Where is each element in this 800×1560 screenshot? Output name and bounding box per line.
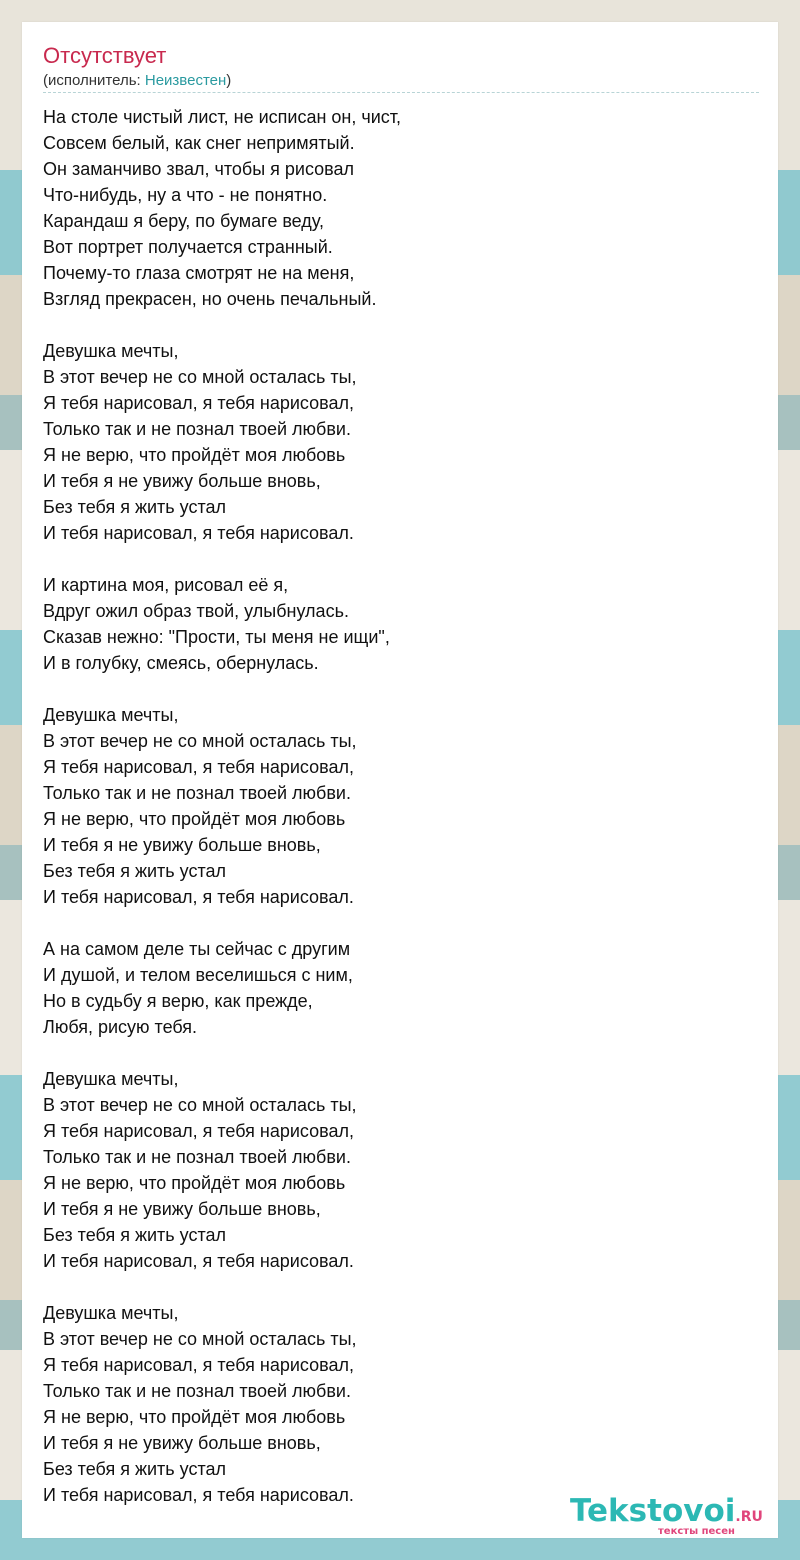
lyric-line: В этот вечер не со мной осталась ты,: [43, 1329, 357, 1349]
lyric-line: Без тебя я жить устал: [43, 861, 227, 881]
artist-prefix: (исполнитель:: [43, 72, 145, 89]
stanza-gap: [43, 1040, 401, 1066]
lyric-line: Девушка мечты,: [43, 341, 179, 361]
lyric-line: Девушка мечты,: [43, 705, 179, 725]
lyric-line: Девушка мечты,: [43, 1069, 179, 1089]
stanza-gap: [43, 546, 401, 572]
stanza-gap: [43, 1274, 401, 1300]
lyric-line: Сказав нежно: "Прости, ты меня не ищи",: [43, 627, 390, 647]
lyric-line: И тебя я не увижу больше вновь,: [43, 1199, 321, 1219]
lyric-line: Я тебя нарисовал, я тебя нарисовал,: [43, 757, 354, 777]
artist-suffix: ): [226, 72, 232, 89]
lyric-line: Только так и не познал твоей любви.: [43, 1147, 351, 1167]
lyric-line: И душой, и телом веселишься с ним,: [43, 965, 353, 985]
lyrics-card: [22, 22, 778, 1538]
lyric-line: И тебя нарисовал, я тебя нарисовал.: [43, 887, 354, 907]
lyric-line: В этот вечер не со мной осталась ты,: [43, 367, 357, 387]
lyric-line: Я тебя нарисовал, я тебя нарисовал,: [43, 1355, 354, 1375]
lyric-line: В этот вечер не со мной осталась ты,: [43, 731, 357, 751]
lyric-line: В этот вечер не со мной осталась ты,: [43, 1095, 357, 1115]
lyric-line: Только так и не познал твоей любви.: [43, 783, 351, 803]
lyric-line: Я не верю, что пройдёт моя любовь: [43, 1407, 346, 1427]
lyric-line: Совсем белый, как снег непримятый.: [43, 133, 355, 153]
header-divider: [43, 92, 759, 93]
lyric-line: И тебя нарисовал, я тебя нарисовал.: [43, 523, 354, 543]
lyric-line: Только так и не познал твоей любви.: [43, 1381, 351, 1401]
lyric-line: И тебя нарисовал, я тебя нарисовал.: [43, 1251, 354, 1271]
lyric-line: Он заманчиво звал, чтобы я рисовал: [43, 159, 355, 179]
lyric-line: На столе чистый лист, не исписан он, чист,: [43, 107, 402, 127]
stanza-gap: [43, 910, 401, 936]
lyric-line: И тебя я не увижу больше вновь,: [43, 471, 321, 491]
song-title: Отсутствует: [43, 43, 167, 68]
lyric-line: Любя, рисую тебя.: [43, 1017, 198, 1037]
lyric-line: И тебя я не увижу больше вновь,: [43, 835, 321, 855]
lyric-line: И в голубку, смеясь, обернулась.: [43, 653, 319, 673]
lyric-line: И тебя нарисовал, я тебя нарисовал.: [43, 1485, 354, 1505]
artist-link[interactable]: Неизвестен: [144, 72, 227, 89]
logo-tld: .RU: [735, 1509, 763, 1525]
lyric-line: И картина моя, рисовал её я,: [43, 575, 289, 595]
lyrics-text: [43, 104, 401, 1508]
stanza-gap: [43, 312, 401, 338]
lyric-line: Вдруг ожил образ твой, улыбнулась.: [43, 601, 349, 621]
lyric-line: Я не верю, что пройдёт моя любовь: [43, 445, 346, 465]
lyric-line: Без тебя я жить устал: [43, 1225, 227, 1245]
lyric-line: Взгляд прекрасен, но очень печальный.: [43, 289, 377, 309]
lyric-line: И тебя я не увижу больше вновь,: [43, 1433, 321, 1453]
lyric-line: Почему-то глаза смотрят не на меня,: [43, 263, 355, 283]
lyric-line: А на самом деле ты сейчас с другим: [43, 939, 351, 959]
artist-line: [43, 72, 231, 90]
lyric-line: Без тебя я жить устал: [43, 497, 227, 517]
lyric-line: Девушка мечты,: [43, 1303, 179, 1323]
lyric-line: Только так и не познал твоей любви.: [43, 419, 351, 439]
logo-tagline: тексты песен: [658, 1526, 735, 1537]
logo-name: Tekstovoi: [570, 1493, 736, 1529]
lyric-line: Но в судьбу я верю, как прежде,: [43, 991, 313, 1011]
lyric-line: Карандаш я беру, по бумаге веду,: [43, 211, 325, 231]
lyric-line: Я тебя нарисовал, я тебя нарисовал,: [43, 393, 354, 413]
lyric-line: Я не верю, что пройдёт моя любовь: [43, 809, 346, 829]
stanza-gap: [43, 676, 401, 702]
lyric-line: Без тебя я жить устал: [43, 1459, 227, 1479]
lyric-line: Я не верю, что пройдёт моя любовь: [43, 1173, 346, 1193]
lyric-line: Вот портрет получается странный.: [43, 237, 333, 257]
lyric-line: Я тебя нарисовал, я тебя нарисовал,: [43, 1121, 354, 1141]
lyric-line: Что-нибудь, ну а что - не понятно.: [43, 185, 328, 205]
